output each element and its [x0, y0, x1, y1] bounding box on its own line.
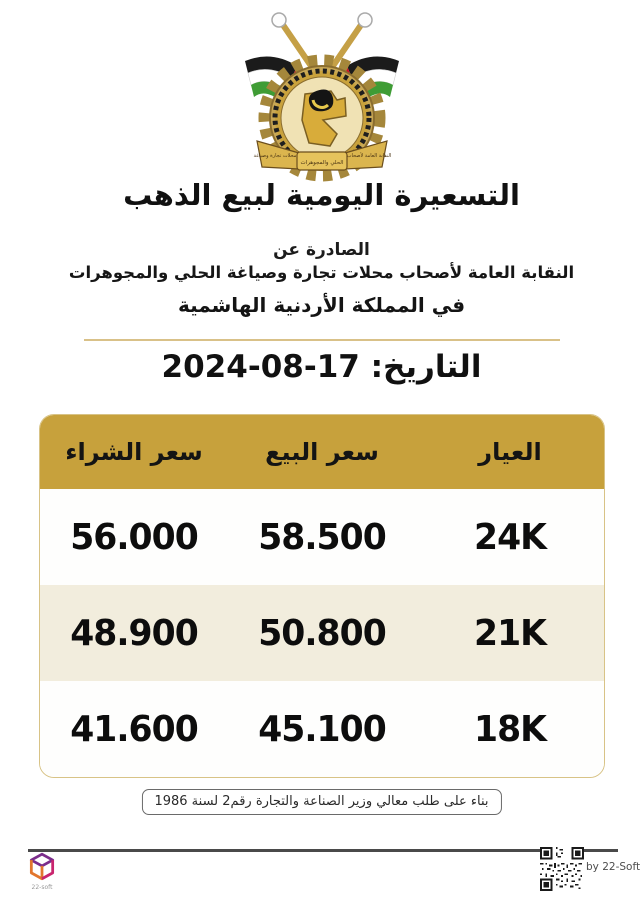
- soft22-logo-icon: [26, 851, 58, 883]
- buy-price-value: 41.600: [70, 708, 198, 750]
- table-header-row: [40, 415, 604, 489]
- gold-price-table: [39, 414, 605, 778]
- page-title: التسعيرة اليومية لبيع الذهب: [123, 178, 520, 212]
- sell-price-value: 45.100: [258, 708, 386, 750]
- karat-value: 18K: [474, 708, 546, 750]
- karat-value: 21K: [474, 612, 546, 654]
- date-value: 17-08-2024: [161, 349, 360, 385]
- emblem-graphic: [217, 6, 427, 182]
- issuer-name: النقابة العامة لأصحاب محلات تجارة وصياغة الحلي والمجوهرات: [68, 263, 575, 282]
- col-header-sell-price: سعر البيع: [265, 438, 379, 466]
- sell-price-value: 50.800: [258, 612, 386, 654]
- table-row-21k: [40, 585, 604, 681]
- date-line: [0, 349, 643, 385]
- sell-price-value: 58.500: [258, 516, 386, 558]
- syndicate-emblem: [217, 6, 427, 182]
- karat-value: 24K: [474, 516, 546, 558]
- buy-price-value: 48.900: [70, 612, 198, 654]
- ribbon-text-center: الحلي والمجوهرات: [300, 160, 343, 166]
- ribbon-text-left: محلات تجارة وصياغة: [253, 153, 296, 159]
- credit-text: by 22-Soft: [586, 861, 641, 873]
- col-header-buy-price: سعر الشراء: [65, 438, 203, 466]
- col-header-karat: العيار: [478, 438, 542, 466]
- qr-code: [540, 847, 584, 891]
- ministerial-note: بناء على طلب معالي وزير الصناعة والتجارة رقم2 لسنة 1986: [141, 789, 501, 815]
- buy-price-value: 56.000: [70, 516, 198, 558]
- table-row-18k: [40, 681, 604, 777]
- table-row-24k: [40, 489, 604, 585]
- gold-divider: [84, 339, 560, 341]
- footer-divider: [28, 849, 618, 852]
- ribbon-text-right: النقابة العامة لأصحاب: [346, 153, 391, 159]
- issuer-country: في المملكة الأردنية الهاشمية: [177, 293, 466, 317]
- date-label: التاريخ:: [370, 349, 482, 385]
- soft22-logo-label: 22-soft: [31, 884, 53, 891]
- issued-by-label: الصادرة عن: [273, 240, 370, 260]
